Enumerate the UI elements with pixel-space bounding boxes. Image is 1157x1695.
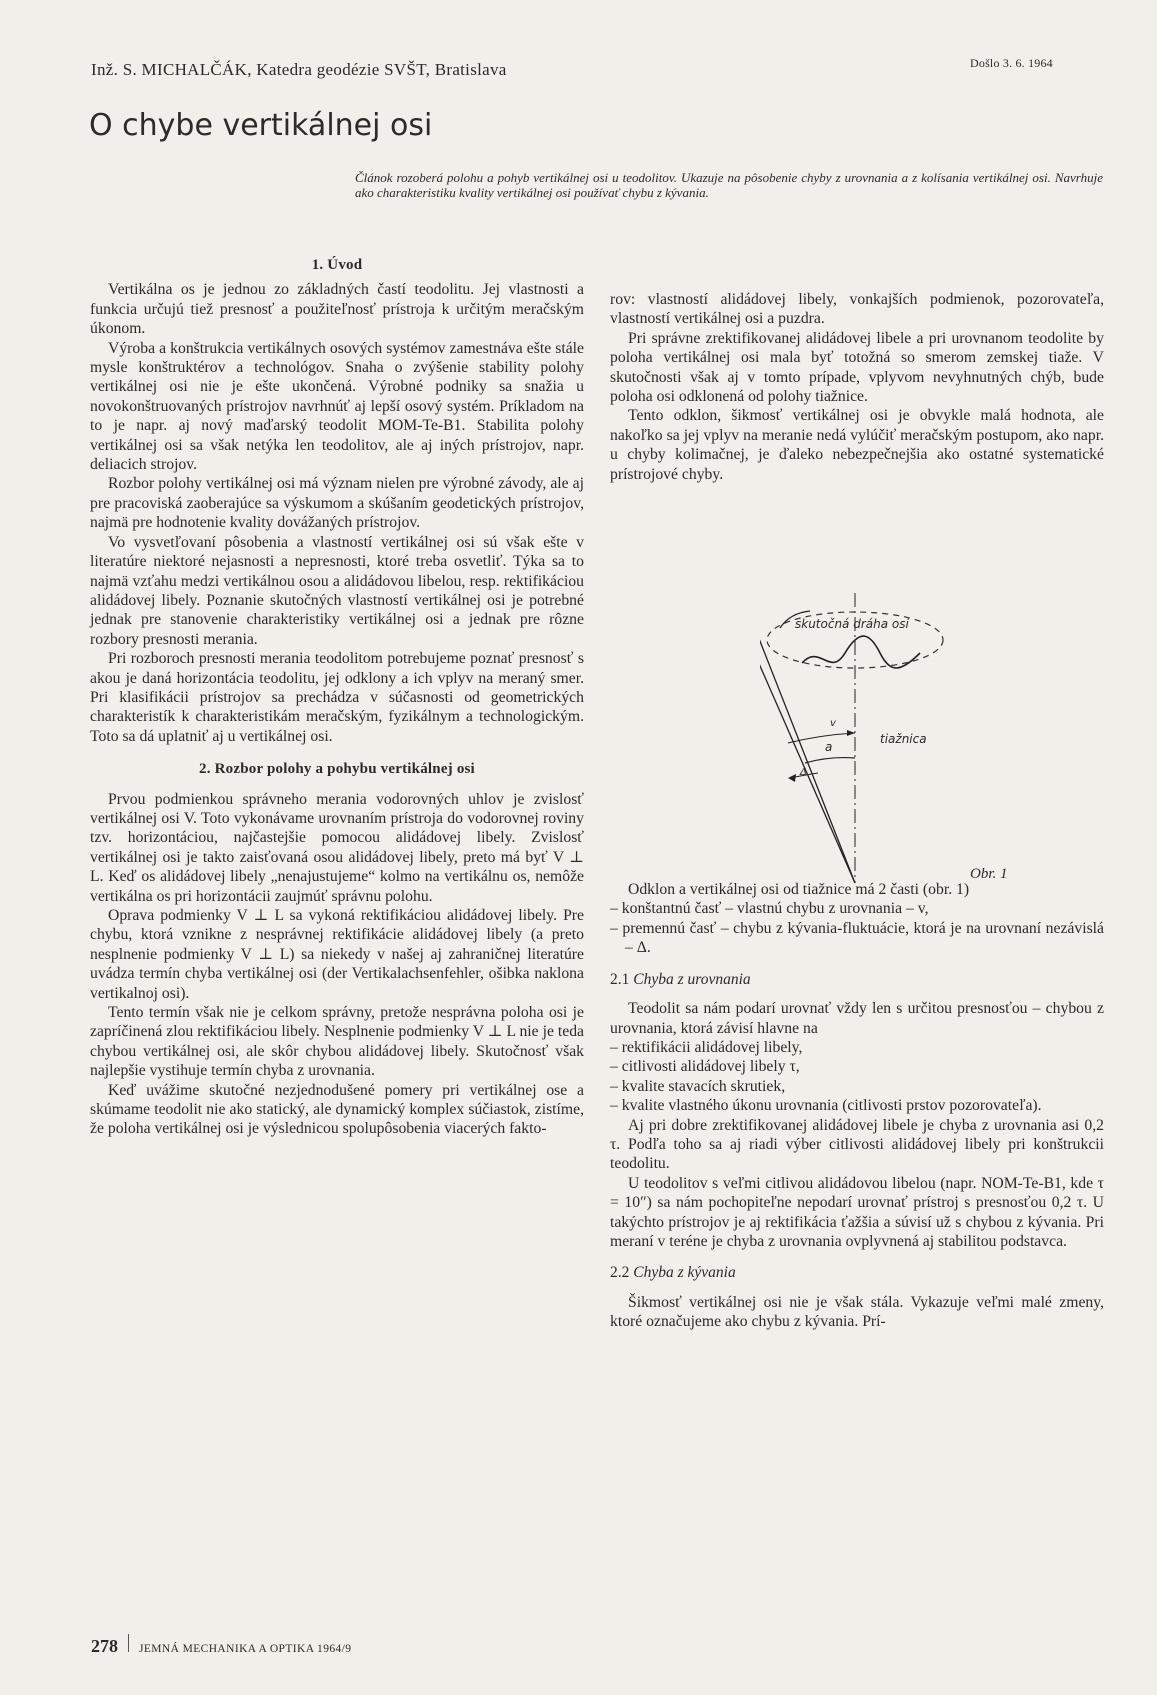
figure-caption: Obr. 1 [970,866,1008,882]
abstract: Článok rozoberá polohu a pohyb vertikálnej osi u teodolitov. Ukazuje na pôsobenie chyby z urovnania a z kolísania vertikálnej osi. Navrhuje ako charakteristiku kvality vertikálnej osi používať chybu z kývania. [355,170,1103,200]
left-column [90,256,584,1139]
axis-deviation-diagram [760,583,1090,913]
plumb-label: tiažnica [880,732,927,746]
paragraph: rov: vlastností alidádovej libely, vonkajších podmienok, pozorovateľa, vlastností vertikálnej osi a puzdra. [610,291,1104,328]
list-item: – kvalite stavacích skrutiek, [610,1077,1104,1096]
subsection-number: 2.2 [610,1264,630,1282]
angle-a-label: a [825,740,833,754]
list-item: – konštantnú časť – vlastnú chybu z urovnania – v, [610,899,1104,918]
received-date: Došlo 3. 6. 1964 [970,56,1053,70]
angle-delta-label: Δ [800,767,807,778]
paragraph: Rozbor polohy vertikálnej osi má význam nielen pre výrobné závody, ale aj pre pracoviská zaoberajúce sa výskumom a skúšaním geodetických prístrojov, najmä pre hodnotenie kvality dovážaných prístrojov. [90,475,584,532]
paragraph: Prvou podmienkou správneho merania vodorovných uhlov je zvislosť vertikálnej osi V. Toto vykonávame urovnaním prístroja do vodorovnej roviny tzv. horizontáciou, najčastejšie pomocou alidádovej libely. Zvislosť vertikálnej osi je takto zaisťovaná osou alidádovej libely, preto má byť V ⊥ L. Keď os alidádovej libely „nenajustujeme“ kolmo na vertikálnu os, nemôže vertikálna os pri horizontácii zaujmúť správnu polohu. [90,790,584,905]
subsection-heading-wobble [610,1263,1104,1282]
paragraph: Odklon a vertikálnej osi od tiažnice má 2 časti (obr. 1) [628,881,970,899]
paragraph: Vo vysvetľovaní pôsobenia a vlastností vertikálnej osi sú však ešte v literatúre niektoré nejasnosti a nepresnosti, ktoré treba osvetliť. Týka sa to najmä vzťahu medzi vertikálnou osou a alidádovou libelou, resp. rektifikáciou alidádovej libely. Poznanie skutočných vlastností vertikálnej osi je potrebné jednak pre stanovenie charakteristiky vertikálnej osi a jednak pre rôzne rozbory presnosti merania. [90,533,584,648]
paragraph: Tento termín však nie je celkom správny, pretože nesprávna poloha osi je zapríčinená zlou rektifikáciou libely. Nesplnenie podmienky V ⊥ L nie je teda chybou vertikálnej osi, ale skôr chybou alidádovej libely. Skutočnosť však najlepšie vystihuje termín chyba z urovnania. [90,1004,584,1080]
angle-v-label: v [830,718,836,729]
footer-divider [128,1634,129,1652]
leveling-factors-list [610,1038,1104,1116]
page-footer [91,1634,351,1657]
path-label: skutočná dráha osi [795,617,909,631]
list-item: – citlivosti alidádovej libely τ, [610,1057,1104,1076]
subsection-title: Chyba z kývania [633,1264,736,1282]
subsection-title: Chyba z urovnania [633,970,751,988]
subsection-heading-leveling [610,970,1104,989]
author-affiliation: Inž. S. MICHALČÁK, Katedra geodézie SVŠT, Bratislava [91,60,507,79]
section-heading-analysis: 2. Rozbor polohy a pohybu vertikálnej osi [199,761,475,778]
paragraph: Aj pri dobre zrektifikovanej alidádovej libele je chyba z urovnania asi 0,2 τ. Podľa toho sa aj riadi výber citlivosti alidádovej libely pri konštrukcii teodolitu. [610,1116,1104,1173]
list-item: – rektifikácii alidádovej libely, [610,1038,1104,1057]
paragraph: Teodolit sa nám podarí urovnať vždy len s určitou presnosťou – chybou z urovnania, ktorá závisí hlavne na [610,1000,1104,1037]
paragraph: Pri rozboroch presnosti merania teodolitom potrebujeme poznať presnosť s akou je daná horizontácia teodolitu, jej odklony a ich vplyv na meraný smer. Pri klasifikácii prístrojov sa prechádza v súčasnosti od geometrických charakteristík k charakteristikám meračským, fyzikálnym a technologickým. Toto sa dá uplatniť aj u vertikálnej osi. [90,650,584,745]
paragraph: Keď uvážime skutočné nezjednodušené pomery pri vertikálnej ose a skúmame teodolit nie ako statický, ale dynamický komplex súčiastok, zistíme, že poloha vertikálnej osi je výslednicou spolupôsobenia viacerých fakto- [90,1081,584,1138]
list-item: – premennú časť – chybu z kývania-fluktuácie, ktorá je na urovnaní nezávislá – Δ. [610,919,1104,958]
list-item: – kvalite vlastného úkonu urovnania (citlivosti prstov pozorovateľa). [610,1096,1104,1115]
paragraph: U teodolitov s veľmi citlivou alidádovou libelou (napr. NOM-Te-B1, kde τ = 10″) sa nám pochopiteľne nepodarí urovnať prístroj s presnosťou 0,2 τ. U takýchto prístrojov je aj rektifikácia ťažšia a súvisí už s chybou z kývania. Pri meraní v teréne je chyba z urovnania ovplyvnená aj stabilitou podstavca. [610,1174,1104,1250]
paragraph: Vertikálna os je jednou zo základných častí teodolitu. Jej vlastnosti a funkcia určujú tiež presnosť a použiteľnosť prístroja k určitým meračským úkonom. [90,281,584,338]
section-heading-intro: 1. Úvod [311,257,363,273]
arrow-head [847,730,855,736]
angle-arc-v [805,758,855,763]
page-number: 278 [91,1636,118,1656]
paragraph: Pri správne zrektifikovanej alidádovej libele a pri urovnanom teodolite by poloha vertikálnej osi mala byť totožná so smerom zemskej tiaže. V skutočnosti však aj v tomto prípade, vplyvom nevyhnutných chýb, bude poloha osi odklonená od polohy tiažnice. [610,329,1104,406]
article-title: O chybe vertikálnej osi [89,108,433,143]
arrow-head [788,774,796,782]
subsection-number: 2.1 [610,970,630,988]
figure-1-diagram [760,583,1090,913]
journal-name: JEMNÁ MECHANIKA A OPTIKA 1964/9 [139,1643,352,1655]
paragraph: Výroba a konštrukcia vertikálnych osových systémov zamestnáva ešte stále mysle konštruktérov a technológov. Snaha o zvýšenie stability polohy vertikálnej osi nie je ešte ukončená. Výrobné podniky sa snažia u novokonštruovaných prístrojov navrhnúť aj lepší osový systém. Príkladom na to je napr. aj nový maďarský teodolit MOM-Te-B1. Stabilita polohy vertikálnej osi sa však netýka len teodolitov, ale aj iných prístrojov, napr. deliacich strojov. [90,339,584,474]
paragraph: Oprava podmienky V ⊥ L sa vykoná rektifikáciou alidádovej libely. Pre chybu, ktorá vznikne z nesprávnej rektifikácie alidádovej libely (a preto nesplnenie podmienky V ⊥ L) sa niekedy v našej aj zahraničnej literatúre uvádza termín chyba vertikálnej osi (der Vertikalachsenfehler, ošibka naklona vertikalnoj osi). [90,907,584,1002]
paragraph: Šikmosť vertikálnej osi nie je však stála. Vykazuje veľmi malé zmeny, ktoré označujeme ako chybu z kývania. Prí- [610,1293,1104,1331]
paragraph: Tento odklon, šikmosť vertikálnej osi je obvykle malá hodnota, ale nakoľko sa jej vplyv na meranie nedá vylúčiť meračským postupom, ako napr. u chyby kolimačnej, je ďaleko nebezpečnejšia ako ostatné systematické prístrojové chyby. [610,407,1104,483]
